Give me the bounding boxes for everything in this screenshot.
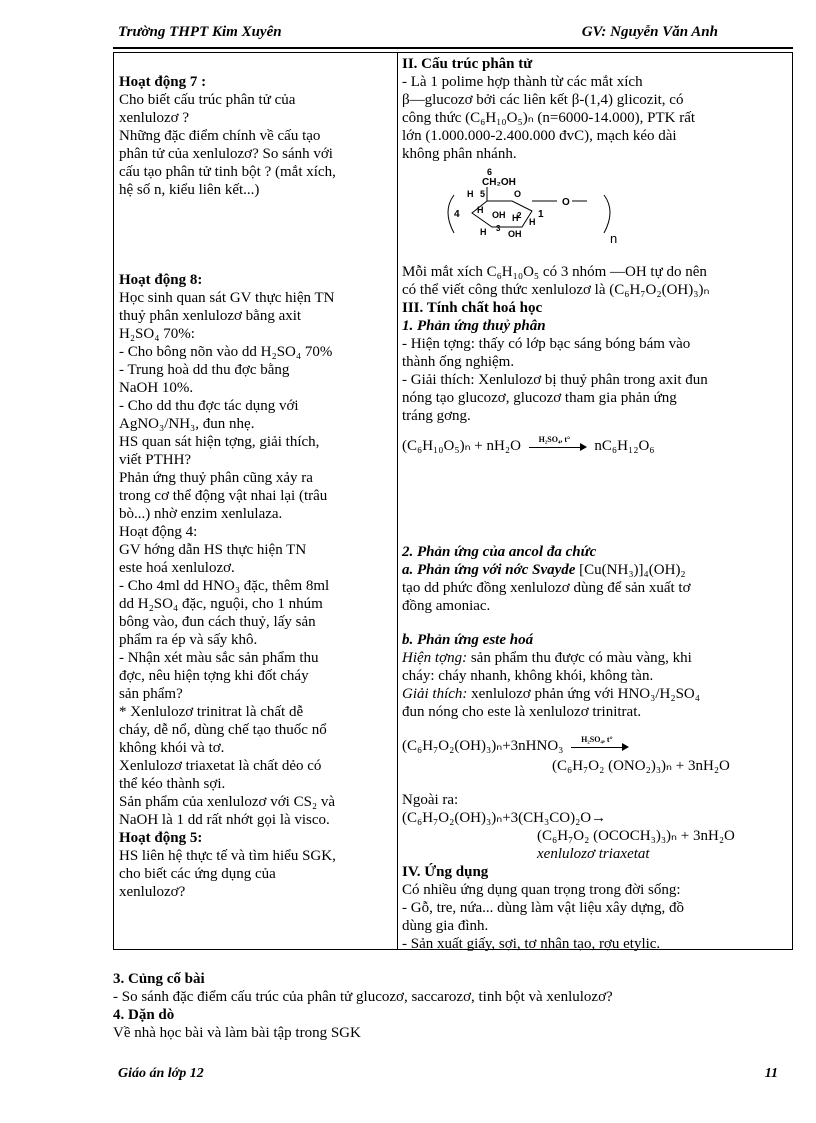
section-3-1-title: 1. Phản ứng thuỷ phân <box>402 318 546 334</box>
text-line: GV hớng dẫn HS thực hiện TN <box>119 542 307 558</box>
text-line: - Giải thích: Xenlulozơ bị thuỷ phân trong axit đun <box>402 372 708 388</box>
text-line: cho biết các ứng dụng của <box>119 866 276 882</box>
svg-text:2: 2 <box>517 211 522 220</box>
section-3-1-lines <box>402 335 787 425</box>
svg-text:1: 1 <box>538 209 544 220</box>
text-line: trong cơ thể động vật nhai lại (trâu <box>119 488 328 504</box>
review-section <box>113 970 803 1042</box>
text-line: dd H₂SO₄ đặc, nguội, cho 1 nhúm <box>119 596 323 612</box>
section-3-2a-lines <box>402 579 787 615</box>
svg-text:OH: OH <box>492 210 506 220</box>
text-line: H₂SO₄ 70%: <box>119 326 195 342</box>
explanation-line-2: đun nóng cho este là xenlulozơ trinitrat. <box>402 704 642 720</box>
text-line: xenlulozơ ? <box>119 110 189 126</box>
text-line: Những đặc điểm chính về cấu tạo <box>119 128 321 144</box>
activity-5-lines <box>119 847 389 901</box>
eq3-name: xenlulozơ triaxetat <box>537 846 650 862</box>
section-structure <box>402 55 787 163</box>
text-line: HS quan sát hiện tợng, giải thích, <box>119 434 320 450</box>
text-line: NaOH là 1 dd rất nhớt gọi là visco. <box>119 812 330 828</box>
header-rule <box>113 47 793 49</box>
page-header <box>118 24 718 46</box>
text-line: - Là 1 polime hợp thành từ các mắt xích <box>402 74 643 90</box>
text-line: xenlulozơ? <box>119 884 186 900</box>
text-line: không khói và tơ. <box>119 740 225 756</box>
eq3-right: (C₆H₇O₂ (OCOCH₃)₃)ₙ + 3nH₂O <box>537 828 735 844</box>
cellulose-structure-diagram <box>432 163 622 253</box>
section-2-note-lines <box>402 263 787 299</box>
review-title: 3. Củng cố bài <box>113 971 205 987</box>
text-line: este hoá xenlulozơ. <box>119 560 235 576</box>
observation-line-2: cháy: cháy nhanh, không khói, không tàn. <box>402 668 654 684</box>
svg-text:O: O <box>514 189 522 199</box>
svg-text:H: H <box>467 189 474 199</box>
text-line: cấu tạo phân tử tinh bột ? (mắt xích, <box>119 164 336 180</box>
polymer-subscript-n: n <box>610 231 618 246</box>
svg-text:OH: OH <box>508 229 522 239</box>
text-line: công thức (C₆H₁₀O₅)ₙ (n=6000-14.000), PTK rất <box>402 110 696 126</box>
text-line: - Hiện tợng: thấy có lớp bạc sáng bóng bám vào <box>402 336 691 352</box>
text-line: Hoạt động 4: <box>119 524 198 540</box>
text-line: Mỗi mắt xích C₆H₁₀O₅ có 3 nhóm —OH tự do nên <box>402 264 707 280</box>
text-line: thuỷ phân xenlulozơ bằng axit <box>119 308 302 324</box>
observation-label: Hiện tợng: <box>402 650 468 666</box>
section-3-2b-title: b. Phản ứng este hoá <box>402 632 534 648</box>
text-line: đồng amoniac. <box>402 598 491 614</box>
text-line: sản phẩm? <box>119 686 183 702</box>
text-line: HS liên hệ thực tế và tìm hiểu SGK, <box>119 848 336 864</box>
text-line: - Nhận xét màu sắc sản phẩm thu <box>119 650 319 666</box>
activity-8-title: Hoạt động 8: <box>119 272 203 288</box>
svg-text:3: 3 <box>496 224 501 233</box>
activity-8 <box>119 271 389 901</box>
text-line: Cho biết cấu trúc phân tử của <box>119 92 296 108</box>
svg-text:O: O <box>562 197 570 208</box>
other-label: Ngoài ra: <box>402 792 459 808</box>
text-line: viết PTHH? <box>119 452 192 468</box>
text-line: hệ số n, kiểu liên kết...) <box>119 182 260 198</box>
eq2-left: (C₆H₇O₂(OH)₃)ₙ+3nHNO₃ <box>402 738 564 754</box>
activity-7-title: Hoạt động 7 : <box>119 74 207 90</box>
text-line: Sản phẩm của xenlulozơ với CS₂ và <box>119 794 336 810</box>
text-line: β—glucozơ bởi các liên kết β-(1,4) glicozit, có <box>402 92 684 108</box>
teacher-name: GV: Nguyễn Văn Anh <box>581 24 718 40</box>
section-2-lines <box>402 73 787 163</box>
text-line: bông vào, đun cách thuỷ, lấy sản <box>119 614 316 630</box>
eq2-right: (C₆H₇O₂ (ONO₂)₃)ₙ + 3nH₂O <box>552 758 730 774</box>
section-3-2 <box>402 543 787 721</box>
section-4-title: IV. Ứng dụng <box>402 864 489 880</box>
svg-text:4: 4 <box>454 209 460 220</box>
ch2oh-label: CH₂OH <box>482 177 516 188</box>
activity-7 <box>119 73 389 199</box>
svg-text:H: H <box>477 205 484 215</box>
reaction-arrow-1: H₂SO₄, t° <box>529 440 587 454</box>
text-line: thành ống nghiệm. <box>402 354 515 370</box>
homework-title: 4. Dặn dò <box>113 1007 175 1023</box>
explanation-label: Giải thích: <box>402 686 468 702</box>
text-line: - Cho 4ml dd HNO₃ đặc, thêm 8ml <box>119 578 330 594</box>
section-3-2a-title: a. Phản ứng với nớc Svayde <box>402 562 576 578</box>
text-line: phẩm ra ép và sấy khô. <box>119 632 258 648</box>
text-line: đợc, nêu hiện tợng khi đốt cháy <box>119 668 309 684</box>
page-number: 11 <box>764 1066 778 1081</box>
schweizer-formula: [Cu(NH₃)]₄(OH)₂ <box>579 562 686 578</box>
svg-text:6: 6 <box>487 167 493 177</box>
section-3-title: III. Tính chất hoá học <box>402 300 543 316</box>
review-text: - So sánh đặc điểm cấu trúc của phân tử glucozơ, saccarozơ, tinh bột và xenlulozơ? <box>113 989 613 1005</box>
explanation-line <box>402 685 787 703</box>
text-line: AgNO₃/NH₃, đun nhẹ. <box>119 416 255 432</box>
text-line: - Cho bông nõn vào dd H₂SO₄ 70% <box>119 344 333 360</box>
text-line: NaOH 10%. <box>119 380 194 396</box>
lesson-table <box>113 52 793 950</box>
homework-text: Về nhà học bài và làm bài tập trong SGK <box>113 1025 361 1041</box>
schweizer-line <box>402 561 787 579</box>
section-4-lines <box>402 881 787 953</box>
text-line: thể kéo thành sợi. <box>119 776 226 792</box>
nitration-equation <box>402 734 633 755</box>
eq3-left: (C₆H₇O₂(OH)₃)ₙ+3(CH₃CO)₂O→ <box>402 810 607 826</box>
acetylation-block <box>402 791 787 953</box>
text-line: Xenlulozơ triaxetat là chất dẻo có <box>119 758 322 774</box>
text-line: cháy, dễ nổ, dùng chế tạo thuốc nổ <box>119 722 327 738</box>
text-line: tráng gơng. <box>402 408 471 424</box>
text-line: - Sản xuất giấy, sợi, tơ nhân tạo, rợu etylic. <box>402 936 661 952</box>
svg-text:5: 5 <box>480 189 486 199</box>
explanation-text: xenlulozơ phản ứng với HNO₃/H₂SO₄ <box>467 686 700 702</box>
section-3-2-title: 2. Phản ứng của ancol đa chức <box>402 544 597 560</box>
section-2-title: II. Cấu trúc phân tử <box>402 56 533 72</box>
text-line: tạo dd phức đồng xenlulozơ dùng để sản xuất tơ <box>402 580 691 596</box>
footer-label: Giáo án lớp 12 <box>118 1066 204 1081</box>
text-line: không phân nhánh. <box>402 146 517 162</box>
svg-text:H: H <box>512 213 519 223</box>
text-line: phân tử của xenlulozơ? So sánh với <box>119 146 333 162</box>
activity-5-title: Hoạt động 5: <box>119 830 203 846</box>
svg-text:H: H <box>480 227 487 237</box>
activity-7-lines <box>119 91 389 199</box>
eq1-left: (C₆H₁₀O₅)ₙ + nH₂O <box>402 438 521 454</box>
text-line: nóng tạo glucozơ, glucozơ tham gia phản ứng <box>402 390 677 406</box>
text-line: bò...) nhờ enzim xenlulaza. <box>119 506 283 522</box>
school-name: Trường THPT Kim Xuyên <box>118 24 282 40</box>
section-structure-note <box>402 263 787 425</box>
text-line: - Cho dd thu đợc tác dụng với <box>119 398 299 414</box>
text-line: lớn (1.000.000-2.400.000 đvC), mạch kéo dài <box>402 128 677 144</box>
text-line: - Trung hoà dd thu đợc bằng <box>119 362 290 378</box>
text-line: Phản ứng thuỷ phân cũng xảy ra <box>119 470 313 486</box>
activity-8-lines <box>119 289 389 829</box>
observation-text: sản phẩm thu được có màu vàng, khi <box>467 650 692 666</box>
text-line: có thể viết công thức xenlulozơ là (C₆H₇O₂(OH)₃)ₙ <box>402 282 710 298</box>
reaction-arrow-2: H₂SO₄, t° <box>571 740 629 754</box>
text-line: - Gỗ, tre, nứa... dùng làm vật liệu xây dựng, đồ <box>402 900 685 916</box>
page-footer <box>118 1066 778 1086</box>
eq1-right: nC₆H₁₂O₆ <box>594 438 655 454</box>
text-line: Có nhiều ứng dụng quan trọng trong đời sống: <box>402 882 681 898</box>
column-divider <box>397 53 398 949</box>
text-line: Học sinh quan sát GV thực hiện TN <box>119 290 335 306</box>
observation-line <box>402 649 787 667</box>
text-line: dùng gia đình. <box>402 918 489 934</box>
text-line: * Xenlulozơ trinitrat là chất dễ <box>119 704 304 720</box>
svg-text:H: H <box>529 217 536 227</box>
hydrolysis-equation <box>402 434 655 455</box>
